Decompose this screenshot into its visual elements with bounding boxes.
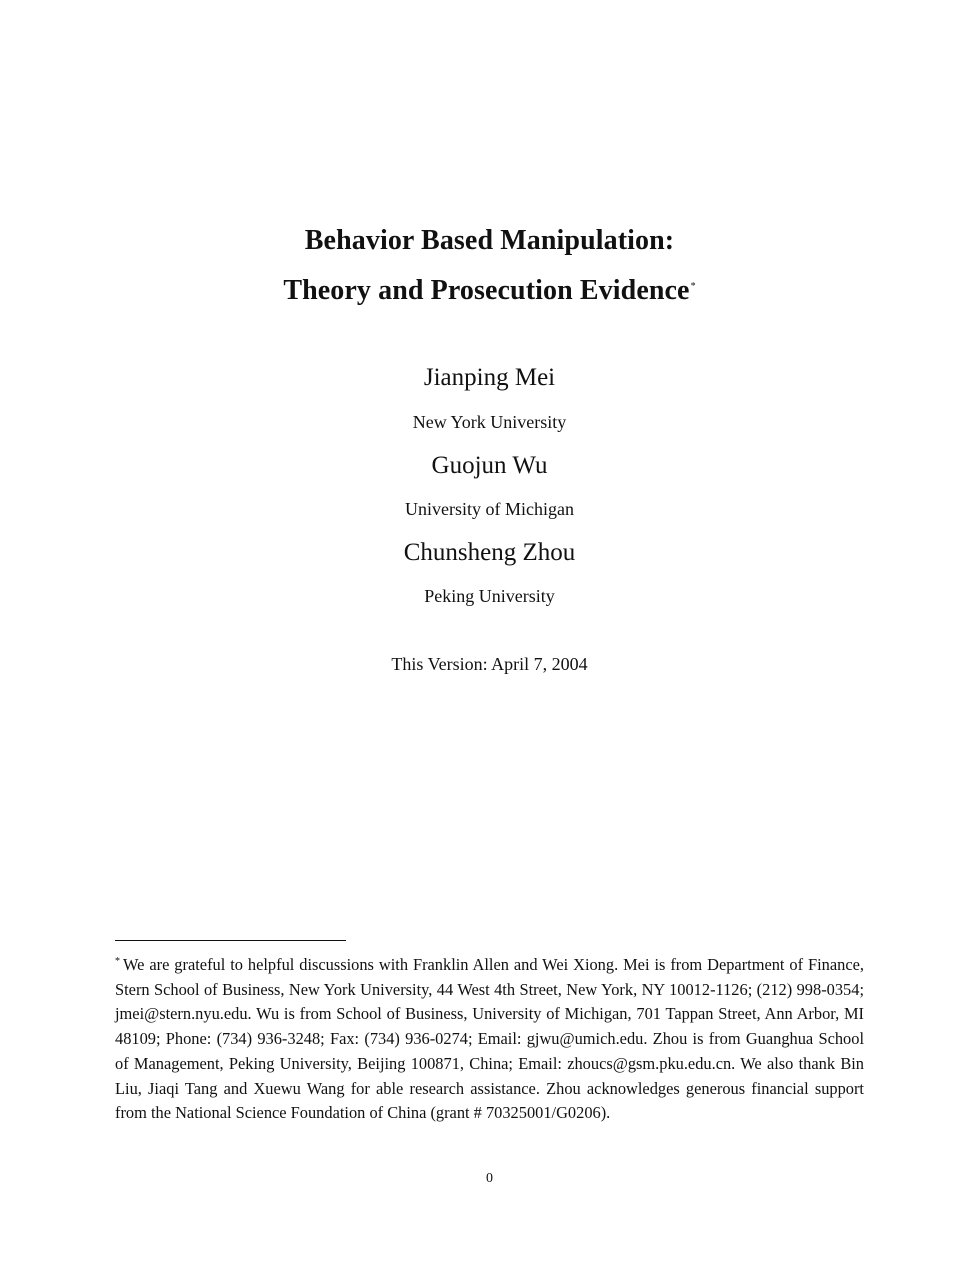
author-affiliation-1: New York University: [412, 412, 567, 432]
paper-title-line-1: [0, 224, 979, 258]
author-name-1: Jianping Mei: [423, 364, 556, 391]
page-number: 0: [486, 1171, 493, 1186]
footnote: [115, 953, 864, 1126]
paper-title-text-2: Theory and Prosecution Evidence: [283, 275, 690, 306]
footnote-marker: *: [115, 955, 120, 967]
title-footnote-marker: *: [690, 280, 696, 292]
paper-title-text-1: Behavior Based Manipulation:: [304, 225, 675, 256]
author-affiliation-3: Peking University: [424, 586, 555, 606]
footnote-text: We are grateful to helpful discussions with Franklin Allen and Wei Xiong. Mei is from Department of Finance, Stern School of Business, New York University, 44 West 4th Street, New York, NY 10012-1126; (212) 998-0354; jmei@stern.nyu.edu. Wu is from School of Business, University of Michigan, 701 Tappan Street, Ann Arbor, MI 48109; Phone: (734) 936-3248; Fax: (734) 936-0274; Email: gjwu@umich.edu. Zhou is from Guanghua School of Management, Peking University, Beijing 100871, China; Email: zhoucs@gsm.pku.edu.cn. We also thank Bin Liu, Jiaqi Tang and Xuewu Wang for able research assistance. Zhou acknowledges generous financial support from the National Science Foundation of China (grant # 70325001/G0206).: [115, 955, 864, 1123]
version-date: This Version: April 7, 2004: [391, 654, 588, 674]
author-name-3: Chunsheng Zhou: [403, 539, 576, 566]
author-name-2: Guojun Wu: [431, 452, 548, 479]
footnote-separator: [115, 940, 346, 941]
author-affiliation-2: University of Michigan: [405, 499, 574, 519]
paper-title-line-2: [0, 274, 979, 308]
